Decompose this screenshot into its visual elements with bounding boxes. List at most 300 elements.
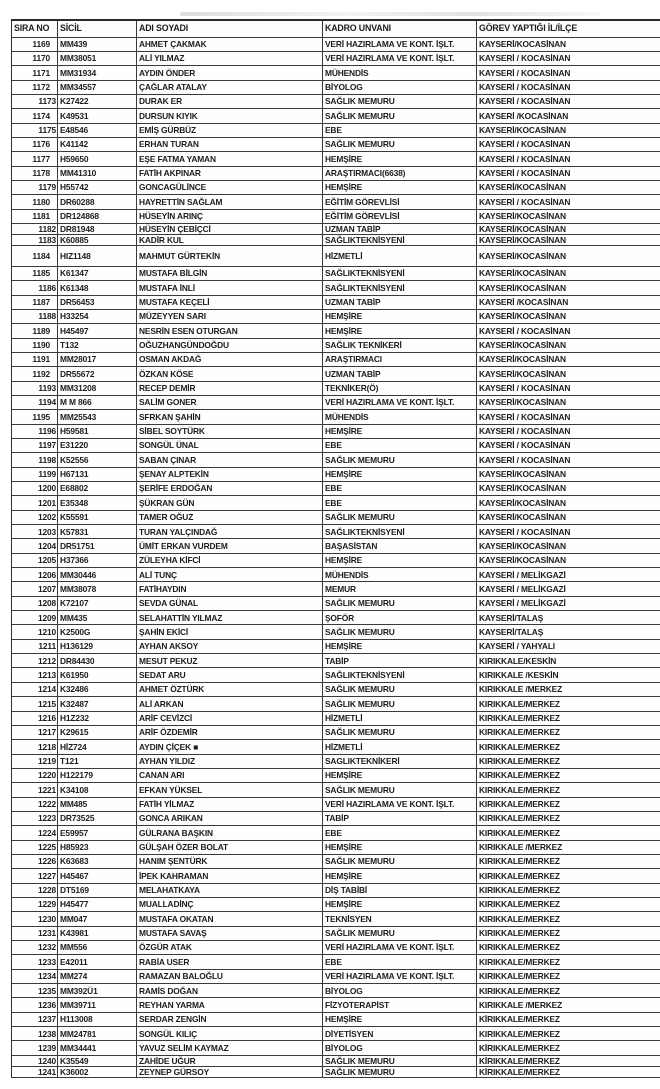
cell-adi-soyadi: ÇAĞLAR ATALAY	[137, 81, 323, 94]
table-row	[12, 984, 660, 998]
cell-adi-soyadi: MUSTAFA SAVAŞ	[137, 927, 323, 940]
cell-kadro-unvani: SAĞLIK MEMURU	[323, 783, 477, 796]
cell-kadro-unvani: BAŞASİSTAN	[323, 539, 477, 552]
table-row	[12, 296, 660, 310]
cell-sira-no: 1199	[12, 468, 58, 481]
table-row	[12, 38, 660, 52]
cell-kadro-unvani: HEMŞİRE	[323, 898, 477, 911]
column-header-kadro-unvani: KADRO UNVANI	[323, 21, 477, 37]
cell-gorev-il-ilce: KIRIKKALE/MERKEZ	[479, 813, 560, 824]
cell-adi-soyadi: SİBEL SOYTÜRK	[137, 425, 323, 438]
cell-kadro-unvani: EĞİTİM GÖREVLİSİ	[323, 210, 477, 223]
cell-sicil: MM24781	[58, 1027, 137, 1040]
table-row	[12, 482, 660, 496]
cell-gorev-il-ilce: KIRIKKALE/KESKİN	[479, 655, 557, 666]
cell-gorev-il-ilce: KIRIKKALE /MERKEZ	[479, 842, 563, 853]
cell-sicil: DT5169	[58, 884, 137, 897]
cell-gorev-il-ilce: KIRIKKALE/MERKEZ	[479, 985, 560, 996]
cell-adi-soyadi: SFRKAN ŞAHİN	[137, 410, 323, 423]
cell-kadro-unvani: DİYETİSYEN	[323, 1027, 477, 1040]
table-row	[12, 167, 660, 181]
cell-kadro-unvani: SAĞLIK MEMURU	[323, 453, 477, 466]
cell-kadro-unvani: EBE	[323, 439, 477, 452]
cell-gorev-il-ilce: KAYSERİ / KOCASİNAN	[479, 168, 571, 179]
cell-sicil: E48546	[58, 124, 137, 137]
cell-kadro-unvani: MÜHENDİS	[323, 66, 477, 79]
cell-gorev-il-ilce: KIRIKKALE/MERKEZ	[479, 727, 560, 738]
cell-sicil: MM34557	[58, 81, 137, 94]
cell-sicil: H45497	[58, 324, 137, 337]
personnel-table	[11, 19, 660, 1078]
cell-sira-no: 1171	[12, 66, 58, 79]
cell-sicil: H136129	[58, 640, 137, 653]
cell-sira-no: 1175	[12, 124, 58, 137]
cell-sira-no: 1195	[12, 410, 58, 423]
cell-kadro-unvani: VERİ HAZIRLAMA VE KONT. İŞLT.	[323, 52, 477, 65]
cell-gorev-il-ilce: KIRIKKALE/MERKEZ	[479, 799, 560, 810]
cell-gorev-il-ilce: KAYSERİ / MELİKGAZİ	[479, 583, 566, 594]
cell-kadro-unvani: DİŞ TABİBİ	[323, 884, 477, 897]
cell-sicil: K32487	[58, 697, 137, 710]
cell-adi-soyadi: SONGÜL ÜNAL	[137, 439, 323, 452]
cell-kadro-unvani: EBE	[323, 496, 477, 509]
cell-sira-no: 1182	[12, 224, 58, 234]
cell-sira-no: 1170	[12, 52, 58, 65]
cell-sira-no: 1194	[12, 396, 58, 409]
table-row	[12, 181, 660, 195]
cell-sicil: MM38078	[58, 582, 137, 595]
cell-sicil: H55742	[58, 181, 137, 194]
cell-adi-soyadi: YAVUZ SELİM KAYMAZ	[137, 1041, 323, 1054]
cell-sicil: DR124868	[58, 210, 137, 223]
cell-gorev-il-ilce: KAYSERİ / YAHYALI	[479, 641, 555, 652]
table-row	[12, 1027, 660, 1041]
cell-sicil: E68802	[58, 482, 137, 495]
cell-kadro-unvani: HEMŞİRE	[323, 1013, 477, 1026]
table-row	[12, 267, 660, 281]
cell-sira-no: 1189	[12, 324, 58, 337]
cell-adi-soyadi: EŞE FATMA YAMAN	[137, 152, 323, 165]
cell-adi-soyadi: DURSUN KIYIK	[137, 109, 323, 122]
cell-gorev-il-ilce: KAYSERİ/KOCASİNAN	[479, 354, 566, 365]
cell-gorev-il-ilce: KAYSERİ/KOCASİNAN	[479, 368, 566, 379]
table-row	[12, 912, 660, 926]
cell-sicil: K61950	[58, 668, 137, 681]
cell-gorev-il-ilce: KAYSERİ/KOCASİNAN	[479, 512, 566, 523]
cell-sira-no: 1220	[12, 769, 58, 782]
cell-adi-soyadi: MAHMUT GÜRTEKİN	[137, 246, 323, 266]
table-row	[12, 453, 660, 467]
cell-adi-soyadi: FATİHAYDIN	[137, 582, 323, 595]
table-row	[12, 81, 660, 95]
cell-gorev-il-ilce: KIRIKKALE/MERKEZ	[479, 885, 560, 896]
cell-sicil: MM25543	[58, 410, 137, 423]
cell-sira-no: 1226	[12, 855, 58, 868]
cell-gorev-il-ilce: KIRIKKALE/MERKEZ	[479, 956, 560, 967]
table-row	[12, 539, 660, 553]
table-row	[12, 1013, 660, 1027]
cell-gorev-il-ilce: KAYSERİ/KOCASİNAN	[479, 38, 566, 49]
cell-gorev-il-ilce: KIRIKKALE/MERKEZ	[479, 870, 560, 881]
cell-adi-soyadi: OSMAN AKDAĞ	[137, 353, 323, 366]
cell-adi-soyadi: TURAN YALÇINDAĞ	[137, 525, 323, 538]
table-row	[12, 712, 660, 726]
cell-adi-soyadi: ZAHİDE UĞUR	[137, 1056, 323, 1066]
cell-sicil: K57831	[58, 525, 137, 538]
table-row	[12, 195, 660, 209]
cell-adi-soyadi: FATİH AKPINAR	[137, 167, 323, 180]
cell-sira-no: 1234	[12, 970, 58, 983]
cell-gorev-il-ilce: KIRIKKALE /MERKEZ	[479, 684, 563, 695]
cell-gorev-il-ilce: KAYSERİ/KOCASİNAN	[479, 182, 566, 193]
table-row	[12, 826, 660, 840]
cell-kadro-unvani: EĞİTİM GÖREVLİSİ	[323, 195, 477, 208]
cell-sira-no: 1235	[12, 984, 58, 997]
cell-gorev-il-ilce: KAYSERİ/KOCASİNAN	[479, 397, 566, 408]
cell-adi-soyadi: TAMER OĞUZ	[137, 511, 323, 524]
cell-sicil: MM31208	[58, 382, 137, 395]
cell-sicil: M M 866	[58, 396, 137, 409]
cell-sicil: MM435	[58, 611, 137, 624]
table-row	[12, 525, 660, 539]
cell-gorev-il-ilce: KİRIKKALE/MERKEZ	[479, 1014, 560, 1025]
cell-gorev-il-ilce: KAYSERİ / KOCASİNAN	[479, 139, 571, 150]
cell-adi-soyadi: CANAN ARI	[137, 769, 323, 782]
cell-sira-no: 1169	[12, 38, 58, 51]
table-row	[12, 496, 660, 510]
cell-kadro-unvani: MÜHENDİS	[323, 410, 477, 423]
cell-sira-no: 1217	[12, 726, 58, 739]
cell-adi-soyadi: ARİF ÖZDEMİR	[137, 726, 323, 739]
cell-adi-soyadi: SELAHATTİN YILMAZ	[137, 611, 323, 624]
cell-sicil: K36002	[58, 1067, 137, 1077]
table-body	[12, 38, 660, 1079]
cell-sira-no: 1209	[12, 611, 58, 624]
cell-sira-no: 1211	[12, 640, 58, 653]
cell-adi-soyadi: İPEK KAHRAMAN	[137, 869, 323, 882]
cell-sira-no: 1198	[12, 453, 58, 466]
cell-kadro-unvani: VERİ HAZIRLAMA VE KONT. İŞLT.	[323, 970, 477, 983]
cell-adi-soyadi: EMİŞ GÜRBÜZ	[137, 124, 323, 137]
cell-adi-soyadi: MUALLADİNÇ	[137, 898, 323, 911]
cell-adi-soyadi: SALİM GONER	[137, 396, 323, 409]
table-row	[12, 396, 660, 410]
cell-adi-soyadi: ŞÜKRAN GÜN	[137, 496, 323, 509]
cell-sira-no: 1231	[12, 927, 58, 940]
cell-adi-soyadi: RAMİS DOĞAN	[137, 984, 323, 997]
cell-sicil: K32486	[58, 683, 137, 696]
cell-gorev-il-ilce: KAYSERİ/TALAŞ	[479, 612, 544, 623]
cell-sicil: DR84430	[58, 654, 137, 667]
cell-gorev-il-ilce: KAYSERİ/KOCASİNAN	[479, 282, 566, 293]
table-row	[12, 941, 660, 955]
cell-sicil: E35348	[58, 496, 137, 509]
cell-kadro-unvani: SAĞLIKTEKNİSYENİ	[323, 235, 477, 245]
table-row	[12, 668, 660, 682]
cell-kadro-unvani: SAĞLIK MEMURU	[323, 726, 477, 739]
cell-kadro-unvani: TEKNİSYEN	[323, 912, 477, 925]
table-row	[12, 611, 660, 625]
cell-sicil: MM439	[58, 38, 137, 51]
cell-gorev-il-ilce: KAYSERİ /KOCASİNAN	[479, 297, 569, 307]
table-row	[12, 52, 660, 66]
cell-sicil: DR81948	[58, 224, 137, 234]
cell-adi-soyadi: FATİH YİLMAZ	[137, 798, 323, 811]
cell-adi-soyadi: ÜMİT ERKAN VURDEM	[137, 539, 323, 552]
cell-gorev-il-ilce: KAYSERİ / KOCASİNAN	[479, 153, 571, 164]
cell-adi-soyadi: ERHAN TURAN	[137, 138, 323, 151]
cell-gorev-il-ilce: KIRIKKALE/MERKEZ	[479, 784, 560, 795]
cell-sicil: H59650	[58, 152, 137, 165]
cell-sira-no: 1230	[12, 912, 58, 925]
cell-sicil: K27422	[58, 95, 137, 108]
cell-kadro-unvani: SAĞLIK MEMURU	[323, 95, 477, 108]
cell-sicil: E42011	[58, 955, 137, 968]
cell-adi-soyadi: ŞAHİN EKİCİ	[137, 625, 323, 638]
cell-sira-no: 1181	[12, 210, 58, 223]
column-header-sicil: SİCİL	[58, 21, 137, 37]
cell-gorev-il-ilce: KIRIKKALE/MERKEZ	[479, 942, 560, 953]
table-row	[12, 884, 660, 898]
cell-adi-soyadi: SONGÜL KILIÇ	[137, 1027, 323, 1040]
table-row	[12, 855, 660, 869]
cell-sira-no: 1178	[12, 167, 58, 180]
table-row	[12, 841, 660, 855]
cell-kadro-unvani: HEMŞİRE	[323, 554, 477, 567]
cell-sicil: E31220	[58, 439, 137, 452]
cell-sicil: MM34441	[58, 1041, 137, 1054]
table-row	[12, 511, 660, 525]
cell-adi-soyadi: AHMET ÖZTÜRK	[137, 683, 323, 696]
table-row	[12, 970, 660, 984]
cell-kadro-unvani: VERİ HAZIRLAMA VE KONT. İŞLT.	[323, 798, 477, 811]
cell-sicil: MM28017	[58, 353, 137, 366]
table-row	[12, 367, 660, 381]
cell-adi-soyadi: AHMET ÇAKMAK	[137, 38, 323, 51]
cell-sicil: DR51751	[58, 539, 137, 552]
cell-sira-no: 1213	[12, 668, 58, 681]
cell-sira-no: 1239	[12, 1041, 58, 1054]
cell-adi-soyadi: ALİ YILMAZ	[137, 52, 323, 65]
table-row	[12, 654, 660, 668]
cell-adi-soyadi: MUSTAFA BİLGİN	[137, 267, 323, 280]
table-row	[12, 109, 660, 123]
cell-kadro-unvani: HEMŞİRE	[323, 769, 477, 782]
cell-sicil: K29615	[58, 726, 137, 739]
cell-sicil: H45467	[58, 869, 137, 882]
cell-sicil: T132	[58, 339, 137, 352]
cell-gorev-il-ilce: KAYSERİ/KOCASİNAN	[479, 555, 566, 566]
table-row	[12, 582, 660, 596]
cell-sira-no: 1232	[12, 941, 58, 954]
cell-sicil: DR60288	[58, 195, 137, 208]
table-row	[12, 898, 660, 912]
cell-adi-soyadi: RAMAZAN BALOĞLU	[137, 970, 323, 983]
cell-gorev-il-ilce: KAYSERİ / MELİKGAZİ	[479, 598, 566, 609]
cell-gorev-il-ilce: KAYSERİ/KOCASİNAN	[479, 235, 566, 246]
cell-sira-no: 1193	[12, 382, 58, 395]
cell-sicil: HIZ1148	[58, 246, 137, 266]
cell-sira-no: 1238	[12, 1027, 58, 1040]
cell-sicil: MM30446	[58, 568, 137, 581]
cell-gorev-il-ilce: KIRIKKALE/MERKEZ	[479, 899, 560, 910]
table-row	[12, 468, 660, 482]
cell-sira-no: 1187	[12, 296, 58, 309]
cell-kadro-unvani: HEMŞİRE	[323, 841, 477, 854]
table-row	[12, 769, 660, 783]
cell-kadro-unvani: EBE	[323, 482, 477, 495]
cell-sicil: MM39711	[58, 998, 137, 1011]
cell-adi-soyadi: HÜSEYİN ÇEBİÇCİ	[137, 224, 323, 234]
cell-kadro-unvani: EBE	[323, 124, 477, 137]
cell-kadro-unvani: SAĞLIKTEKNİSYENİ	[323, 668, 477, 681]
cell-gorev-il-ilce: KAYSERİ/KOCASİNAN	[479, 483, 566, 494]
table-row	[12, 353, 660, 367]
cell-kadro-unvani: HEMŞİRE	[323, 640, 477, 653]
cell-adi-soyadi: SEVDA GÜNAL	[137, 597, 323, 610]
cell-sicil: K34108	[58, 783, 137, 796]
cell-sicil: K60885	[58, 235, 137, 245]
cell-adi-soyadi: AYHAN YILDIZ	[137, 755, 323, 768]
cell-sicil: K35549	[58, 1056, 137, 1066]
table-row	[12, 697, 660, 711]
cell-kadro-unvani: ARAŞTIRMACI	[323, 353, 477, 366]
cell-gorev-il-ilce: KAYSERİ / KOCASİNAN	[479, 196, 571, 207]
cell-kadro-unvani: FİZYOTERAPİST	[323, 998, 477, 1011]
cell-sira-no: 1191	[12, 353, 58, 366]
table-row	[12, 740, 660, 754]
cell-kadro-unvani: HEMŞİRE	[323, 310, 477, 323]
cell-gorev-il-ilce: KIRIKKALE/MERKEZ	[479, 971, 560, 982]
cell-kadro-unvani: TABİP	[323, 654, 477, 667]
table-row	[12, 683, 660, 697]
cell-gorev-il-ilce: KAYSERİ / KOCASİNAN	[479, 53, 571, 64]
cell-adi-soyadi: REYHAN YARMA	[137, 998, 323, 1011]
cell-sicil: H113008	[58, 1013, 137, 1026]
cell-kadro-unvani: SAGLIKTEKNİKERİ	[323, 755, 477, 768]
table-row	[12, 726, 660, 740]
cell-gorev-il-ilce: KİRIKKALE/MERKEZ	[479, 1042, 560, 1053]
table-row	[12, 1067, 660, 1078]
cell-adi-soyadi: SEDAT ARU	[137, 668, 323, 681]
table-row	[12, 410, 660, 424]
cell-adi-soyadi: RECEP DEMİR	[137, 382, 323, 395]
cell-sira-no: 1222	[12, 798, 58, 811]
cell-sicil: K55591	[58, 511, 137, 524]
cell-sicil: H67131	[58, 468, 137, 481]
cell-adi-soyadi: MÜZEYYEN SARI	[137, 310, 323, 323]
cell-gorev-il-ilce: KIRIKKALE /MERKEZ	[479, 999, 563, 1010]
cell-gorev-il-ilce: KAYSERİ/TALAŞ	[479, 626, 544, 637]
cell-sicil: H1Z232	[58, 712, 137, 725]
cell-gorev-il-ilce: KIRIKKALE/MERKEZ	[479, 770, 560, 781]
cell-sira-no: 1221	[12, 783, 58, 796]
cell-adi-soyadi: GÜLRANA BAŞKIN	[137, 826, 323, 839]
cell-gorev-il-ilce: KAYSERİ /KOCASİNAN	[479, 110, 569, 121]
cell-adi-soyadi: ALİ TUNÇ	[137, 568, 323, 581]
cell-kadro-unvani: SAĞLIK MEMURU	[323, 855, 477, 868]
cell-sicil: H85923	[58, 841, 137, 854]
cell-kadro-unvani: HEMŞİRE	[323, 181, 477, 194]
cell-sicil: MM41310	[58, 167, 137, 180]
table-row	[12, 382, 660, 396]
table-row	[12, 783, 660, 797]
table-row	[12, 798, 660, 812]
cell-kadro-unvani: ŞOFÖR	[323, 611, 477, 624]
table-row	[12, 210, 660, 224]
cell-kadro-unvani: SAĞLIK MEMURU	[323, 927, 477, 940]
cell-kadro-unvani: MÜHENDİS	[323, 568, 477, 581]
cell-gorev-il-ilce: KAYSERİ / KOCASİNAN	[479, 67, 571, 78]
table-row	[12, 869, 660, 883]
cell-gorev-il-ilce: KAYSERİ/KOCASİNAN	[479, 311, 566, 322]
cell-kadro-unvani: VERİ HAZIRLAMA VE KONT. İŞLT.	[323, 396, 477, 409]
table-row	[12, 568, 660, 582]
cell-adi-soyadi: ÖZKAN KÖSE	[137, 367, 323, 380]
cell-kadro-unvani: SAĞLIKTEKNİSYENİ	[323, 267, 477, 280]
cell-gorev-il-ilce: KAYSERİ/KOCASİNAN	[479, 268, 566, 279]
cell-gorev-il-ilce: KAYSERİ/KOCASİNAN	[479, 211, 566, 222]
cell-sicil: MM38051	[58, 52, 137, 65]
table-row	[12, 66, 660, 80]
cell-gorev-il-ilce: KAYSERİ / KOCASİNAN	[479, 96, 571, 107]
cell-sicil: H33254	[58, 310, 137, 323]
cell-sira-no: 1192	[12, 367, 58, 380]
cell-kadro-unvani: SAĞLIK MEMURU	[323, 511, 477, 524]
cell-sira-no: 1215	[12, 697, 58, 710]
cell-adi-soyadi: MUSTAFA İNLİ	[137, 281, 323, 294]
cell-sicil: K63683	[58, 855, 137, 868]
cell-sira-no: 1172	[12, 81, 58, 94]
cell-gorev-il-ilce: KIRIKKALE/MERKEZ	[479, 741, 560, 752]
table-row	[12, 310, 660, 324]
cell-adi-soyadi: SERDAR ZENGİN	[137, 1013, 323, 1026]
cell-sira-no: 1212	[12, 654, 58, 667]
cell-sira-no: 1216	[12, 712, 58, 725]
cell-gorev-il-ilce: KIRIKKALE/MERKEZ	[479, 1028, 560, 1039]
cell-gorev-il-ilce: KIRIKKALE/MERKEZ	[479, 756, 560, 766]
table-row	[12, 235, 660, 246]
cell-sira-no: 1224	[12, 826, 58, 839]
cell-adi-soyadi: OĞUZHANGÜNDOĞDU	[137, 339, 323, 352]
cell-kadro-unvani: SAĞLIK MEMURU	[323, 109, 477, 122]
cell-kadro-unvani: BİYOLOG	[323, 1041, 477, 1054]
cell-gorev-il-ilce: KİRIKKALE/MERKEZ	[479, 1066, 560, 1077]
cell-sira-no: 1236	[12, 998, 58, 1011]
table-row	[12, 138, 660, 152]
cell-gorev-il-ilce: KAYSERİ / KOCASİNAN	[479, 454, 571, 465]
cell-sira-no: 1218	[12, 740, 58, 753]
table-row	[12, 439, 660, 453]
cell-kadro-unvani: BİYOLOG	[323, 81, 477, 94]
cell-gorev-il-ilce: KIRIKKALE/MERKEZ	[479, 913, 560, 924]
cell-kadro-unvani: VERİ HAZIRLAMA VE KONT. İŞLT.	[323, 38, 477, 51]
cell-sicil: K43981	[58, 927, 137, 940]
cell-adi-soyadi: AYHAN AKSOY	[137, 640, 323, 653]
cell-adi-soyadi: ARİF CEVİZCİ	[137, 712, 323, 725]
cell-gorev-il-ilce: KAYSERİ / KOCASİNAN	[479, 411, 571, 422]
cell-kadro-unvani: SAĞLIK MEMURU	[323, 1067, 477, 1077]
cell-adi-soyadi: MELAHATKAYA	[137, 884, 323, 897]
cell-adi-soyadi: ALİ ARKAN	[137, 697, 323, 710]
cell-sicil: K61347	[58, 267, 137, 280]
cell-kadro-unvani: HEMŞİRE	[323, 425, 477, 438]
cell-sira-no: 1204	[12, 539, 58, 552]
cell-adi-soyadi: HANIM ŞENTÜRK	[137, 855, 323, 868]
cell-sira-no: 1208	[12, 597, 58, 610]
cell-sira-no: 1240	[12, 1056, 58, 1066]
cell-sira-no: 1196	[12, 425, 58, 438]
